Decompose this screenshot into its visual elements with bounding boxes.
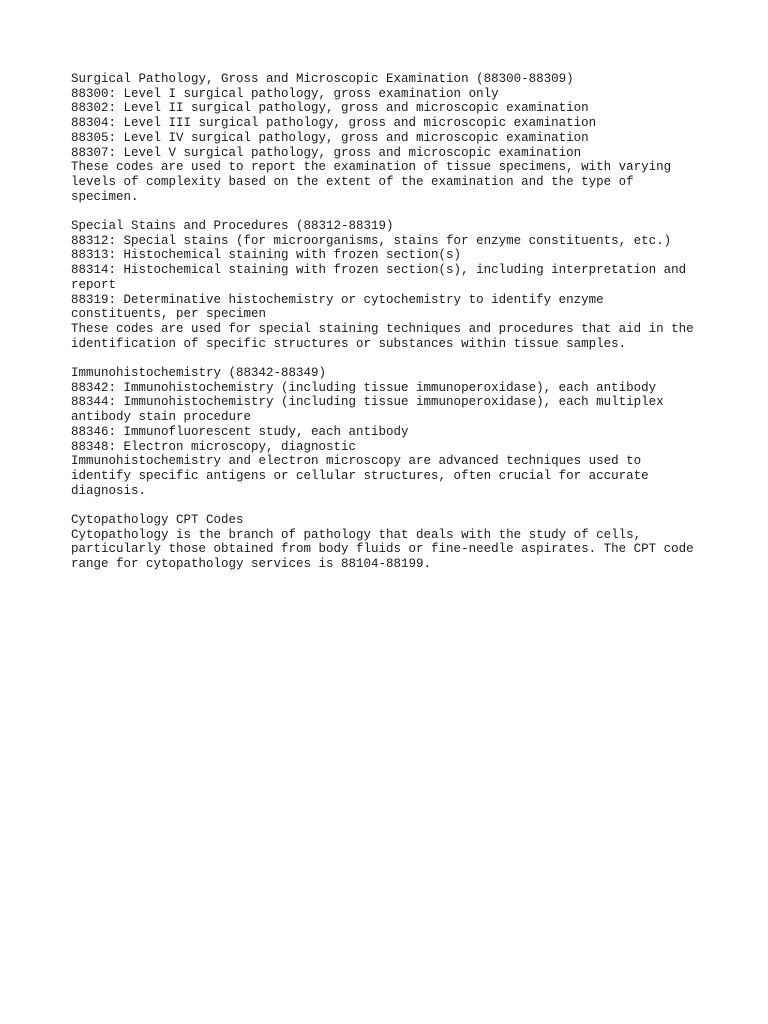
code-line: 88307: Level V surgical pathology, gross and microscopic examination <box>71 145 582 160</box>
code-line: constituents, per specimen <box>71 307 267 322</box>
code-line: 88312: Special stains (for microorganisms, stains for enzyme constituents, etc.) <box>71 233 672 248</box>
section-heading: Immunohistochemistry (88342-88349) <box>71 366 327 381</box>
section-heading: Special Stains and Procedures (88312-88319) <box>71 219 394 234</box>
section-heading: Cytopathology CPT Codes <box>71 513 244 528</box>
code-line: 88300: Level I surgical pathology, gross examination only <box>71 86 499 101</box>
description-line: Cytopathology is the branch of pathology that deals with the study of cells, <box>71 527 642 542</box>
description-line: particularly those obtained from body fluids or fine-needle aspirates. The CPT code <box>71 542 694 557</box>
code-line: 88313: Histochemical staining with frozen section(s) <box>71 248 462 263</box>
section-heading: Surgical Pathology, Gross and Microscopic Examination (88300-88309) <box>71 72 574 86</box>
description-line: These codes are used to report the examination of tissue specimens, with varying <box>71 160 672 175</box>
description-line: specimen. <box>71 189 139 204</box>
code-line: antibody stain procedure <box>71 410 252 425</box>
description-line: Immunohistochemistry and electron microscopy are advanced techniques used to <box>71 454 642 469</box>
description-line: range for cytopathology services is 88104-88199. <box>71 557 432 572</box>
code-line: 88346: Immunofluorescent study, each antibody <box>71 424 409 439</box>
code-line: 88342: Immunohistochemistry (including tissue immunoperoxidase), each antibody <box>71 380 657 395</box>
description-line: identification of specific structures or substances within tissue samples. <box>71 336 627 351</box>
description-line: identify specific antigens or cellular structures, often crucial for accurate <box>71 468 649 483</box>
description-line: diagnosis. <box>71 483 147 498</box>
code-line: 88302: Level II surgical pathology, gross and microscopic examination <box>71 101 589 116</box>
description-line: These codes are used for special staining techniques and procedures that aid in the <box>71 321 694 336</box>
code-line: 88348: Electron microscopy, diagnostic <box>71 439 357 454</box>
code-line: 88319: Determinative histochemistry or cytochemistry to identify enzyme <box>71 292 604 307</box>
section-surgical-pathology <box>71 72 711 204</box>
code-line: 88314: Histochemical staining with frozen section(s), including interpretation and <box>71 263 687 278</box>
section-special-stains <box>71 219 711 351</box>
document-page <box>71 72 711 587</box>
description-line: levels of complexity based on the extent of the examination and the type of <box>71 174 634 189</box>
code-line: report <box>71 277 117 292</box>
code-line: 88305: Level IV surgical pathology, gross and microscopic examination <box>71 130 589 145</box>
code-line: 88344: Immunohistochemistry (including tissue immunoperoxidase), each multiplex <box>71 395 664 410</box>
section-immunohistochemistry <box>71 366 711 498</box>
code-line: 88304: Level III surgical pathology, gross and microscopic examination <box>71 116 597 131</box>
section-cytopathology <box>71 513 711 572</box>
